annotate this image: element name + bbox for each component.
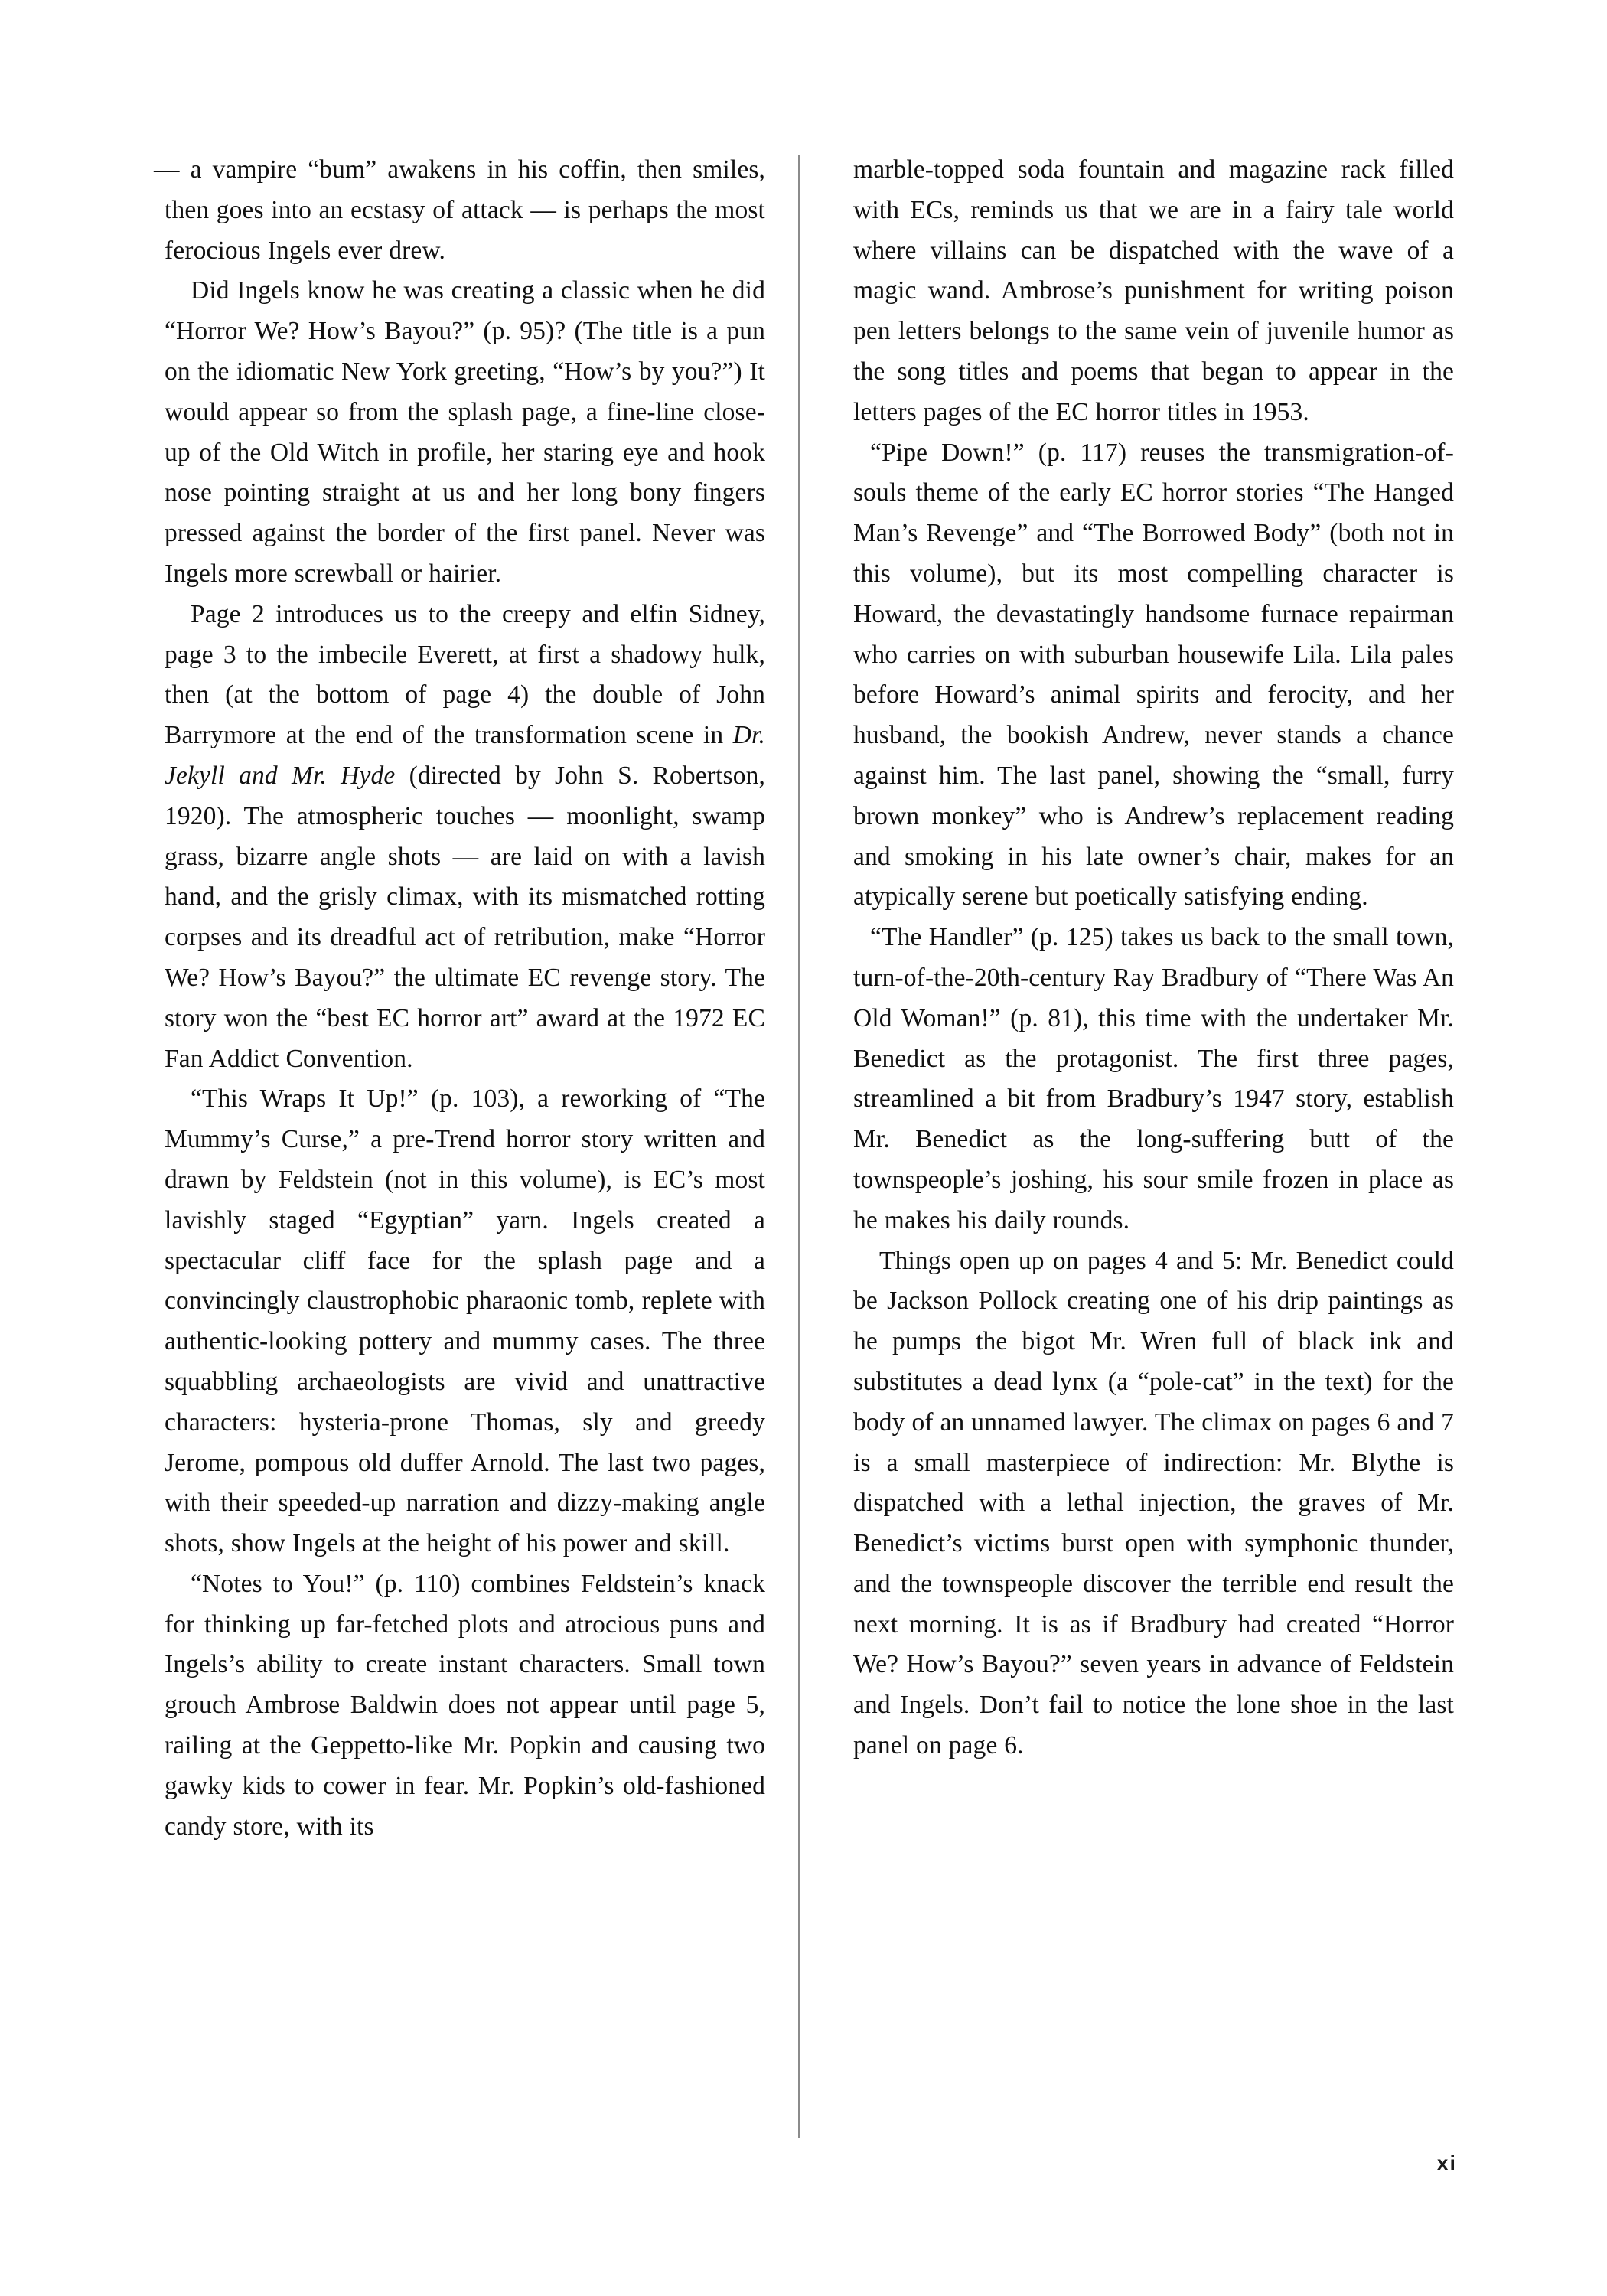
text-column-right [853,150,1454,1941]
paragraph: “Notes to You!” (p. 110) combines Feldstein’s knack for thinking up far-fetched plots and atrocious puns and Ingels’s ability to create instant characters. Small town grouch Ambrose Baldwin does not appear until page 5, railing at the Geppetto-like Mr. Popkin and causing two gawky kids to cower in fear. Mr. Popkin’s old-fashioned candy store, with its [165,1569,765,1841]
page-number-folio: xi [1436,2151,1457,2174]
paragraph: Page 2 introduces us to the creepy and elfin Sidney, page 3 to the imbecile Everett, at first a shadowy hulk, then (at the bottom of page 4) the double of John Barrymore at the end of the transformation scene in Dr. Jekyll and Mr. Hyde (directed by John S. Robertson, 1920). The atmospheric touches — moonlight, swamp grass, bizarre angle shots — are laid on with a lavish hand, and the grisly climax, with its mismatched rotting corpses and its dreadful act of retribution, make “Horror We? How’s Bayou?” the ultimate EC revenge story. The story won the “best EC horror art” award at the 1972 EC Fan Addict Convention. [165,599,765,1073]
paragraph: “The Handler” (p. 125) takes us back to the small town, turn-of-the-20th-century Ray Bradbury of “There Was An Old Woman!” (p. 81), this time with the undertaker Mr. Benedict as the protagonist. The first three pages, streamlined a bit from Bradbury’s 1947 story, establish Mr. Benedict as the long-suffering butt of the townspeople’s joshing, his sour smile frozen in place as he makes his daily rounds. [853,923,1454,1234]
paragraph: “This Wraps It Up!” (p. 103), a reworking of “The Mummy’s Curse,” a pre-Trend horror story written and drawn by Feldstein (not in this volume), is EC’s most lavishly staged “Egyptian” yarn. Ingels created a spectacular cliff face for the splash page and a convincingly claustrophobic pharaonic tomb, replete with authentic-looking pottery and mummy cases. The three squabbling archaeologists are vivid and unattractive characters: hysteria-prone Thomas, sly and greedy Jerome, pompous old duffer Arnold. The last two pages, with their speeded-up narration and dizzy-making angle shots, show Ingels at the height of his power and skill. [165,1084,765,1558]
italic-title: Dr. Jekyll and Mr. Hyde [165,721,765,790]
paragraph: Things open up on pages 4 and 5: Mr. Benedict could be Jackson Pollock creating one of his drip paintings as he pumps the bigot Mr. Wren full of black ink and substitutes a dead lynx (a “pole-cat” in the text) for the body of an unnamed lawyer. The climax on pages 6 and 7 is a small masterpiece of indirection: Mr. Blythe is dispatched with a lethal injection, the graves of Mr. Benedict’s victims burst open with symphonic thunder, and the townspeople discover the terrible end result the next morning. It is as if Bradbury had created “Horror We? How’s Bayou?” seven years in advance of Feldstein and Ingels. Don’t fail to notice the lone shoe in the last panel on page 6. [853,1246,1454,1760]
text-column-left [154,150,765,1941]
paragraph: Did Ingels know he was creating a classic when he did “Horror We? How’s Bayou?” (p. 95)? (The title is a pun on the idiomatic New York greeting, “How’s by you?”) It would appear so from the splash page, a fine-line close-up of the Old Witch in profile, her staring eye and hook nose pointing straight at us and her long bony fingers pressed against the border of the first panel. Never was Ingels more screwball or hairier. [165,276,765,588]
paragraph: — a vampire “bum” awakens in his coffin, then smiles, then goes into an ecstasy of attack — is perhaps the most ferocious Ingels ever drew. [154,155,765,265]
text-area [154,150,1454,1941]
paragraph: “Pipe Down!” (p. 117) reuses the transmigration-of-souls theme of the early EC horror stories “The Hanged Man’s Revenge” and “The Borrowed Body” (both not in this volume), but its most compelling character is Howard, the devastatingly handsome furnace repairman who carries on with suburban housewife Lila. Lila pales before Howard’s animal spirits and ferocity, and her husband, the bookish Andrew, never stands a chance against him. The last panel, showing the “small, furry brown monkey” who is Andrew’s replacement reading and smoking in his late owner’s chair, makes for an atypically serene but poetically satisfying ending. [853,438,1454,912]
paragraph: marble-topped soda fountain and magazine rack filled with ECs, reminds us that we are in a fairy tale world where villains can be dispatched with the wave of a magic wand. Ambrose’s punishment for writing poison pen letters belongs to the same vein of juvenile humor as the song titles and poems that began to appear in the letters pages of the EC horror titles in 1953. [853,155,1454,426]
